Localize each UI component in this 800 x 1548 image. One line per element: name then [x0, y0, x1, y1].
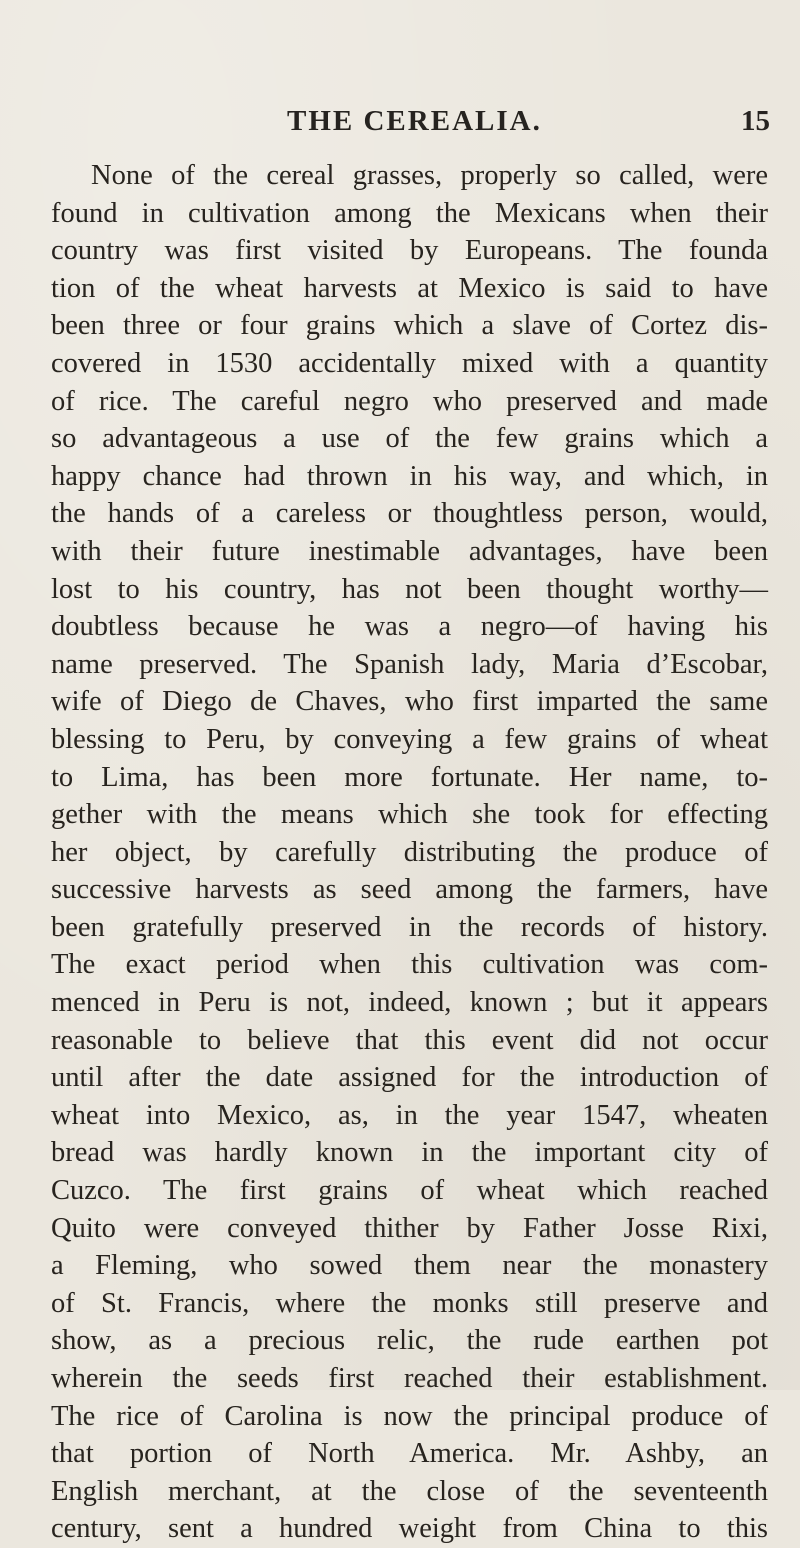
running-head	[0, 105, 800, 145]
text-line: a Fleming, who sowed them near the monastery	[51, 1250, 768, 1282]
text-line: wife of Diego de Chaves, who first imparted the same	[51, 686, 768, 718]
text-line: covered in 1530 accidentally mixed with a quantity	[51, 347, 768, 379]
text-line: The exact period when this cultivation was com-	[51, 949, 768, 981]
text-line: doubtless because he was a negro—of having his	[51, 611, 768, 643]
text-line: menced in Peru is not, indeed, known ; but it appears	[51, 987, 768, 1019]
text-line: bread was hardly known in the important city of	[51, 1137, 768, 1169]
text-line: with their future inestimable advantages, have been	[51, 535, 768, 567]
text-line: name preserved. The Spanish lady, Maria d’Escobar,	[51, 648, 768, 680]
text-line: until after the date assigned for the introduction of	[51, 1062, 768, 1094]
text-line: century, sent a hundred weight from China to this	[51, 1513, 768, 1545]
text-line: that portion of North America. Mr. Ashby, an	[51, 1438, 768, 1470]
body-paragraph	[51, 157, 768, 1548]
text-line: found in cultivation among the Mexicans when their	[51, 197, 768, 229]
text-line: of rice. The careful negro who preserved and made	[51, 385, 768, 417]
text-line: happy chance had thrown in his way, and which, in	[51, 460, 768, 492]
text-line: so advantageous a use of the few grains which a	[51, 423, 768, 455]
text-line: tion of the wheat harvests at Mexico is said to have	[51, 272, 768, 304]
text-line: of St. Francis, where the monks still preserve and	[51, 1287, 768, 1319]
text-line: None of the cereal grasses, properly so called, were	[91, 160, 768, 191]
page-number: 15	[741, 105, 770, 137]
text-line: the hands of a careless or thoughtless person, would,	[51, 498, 768, 530]
text-line: to Lima, has been more fortunate. Her name, to-	[51, 761, 768, 793]
text-line: wherein the seeds first reached their establishment.	[51, 1363, 768, 1394]
text-line: reasonable to believe that this event did not occur	[51, 1024, 768, 1056]
text-line: been three or four grains which a slave of Cortez dis-	[51, 310, 768, 342]
text-line: gether with the means which she took for effecting	[51, 799, 768, 831]
text-line: country was first visited by Europeans. The founda	[51, 235, 768, 267]
running-title: THE CEREALIA.	[287, 105, 542, 137]
text-line: show, as a precious relic, the rude earthen pot	[51, 1325, 768, 1357]
text-line: English merchant, at the close of the seventeenth	[51, 1475, 768, 1507]
text-line: lost to his country, has not been thought worthy—	[51, 573, 768, 605]
text-line: Quito were conveyed thither by Father Josse Rixi,	[51, 1212, 768, 1244]
text-line: successive harvests as seed among the farmers, have	[51, 874, 768, 906]
text-line: her object, by carefully distributing the produce of	[51, 836, 768, 868]
text-line: blessing to Peru, by conveying a few grains of wheat	[51, 723, 768, 755]
text-line: wheat into Mexico, as, in the year 1547, wheaten	[51, 1099, 768, 1131]
text-line: been gratefully preserved in the records of history.	[51, 911, 768, 943]
text-line: The rice of Carolina is now the principal produce of	[51, 1400, 768, 1432]
text-line: Cuzco. The first grains of wheat which reached	[51, 1175, 768, 1207]
